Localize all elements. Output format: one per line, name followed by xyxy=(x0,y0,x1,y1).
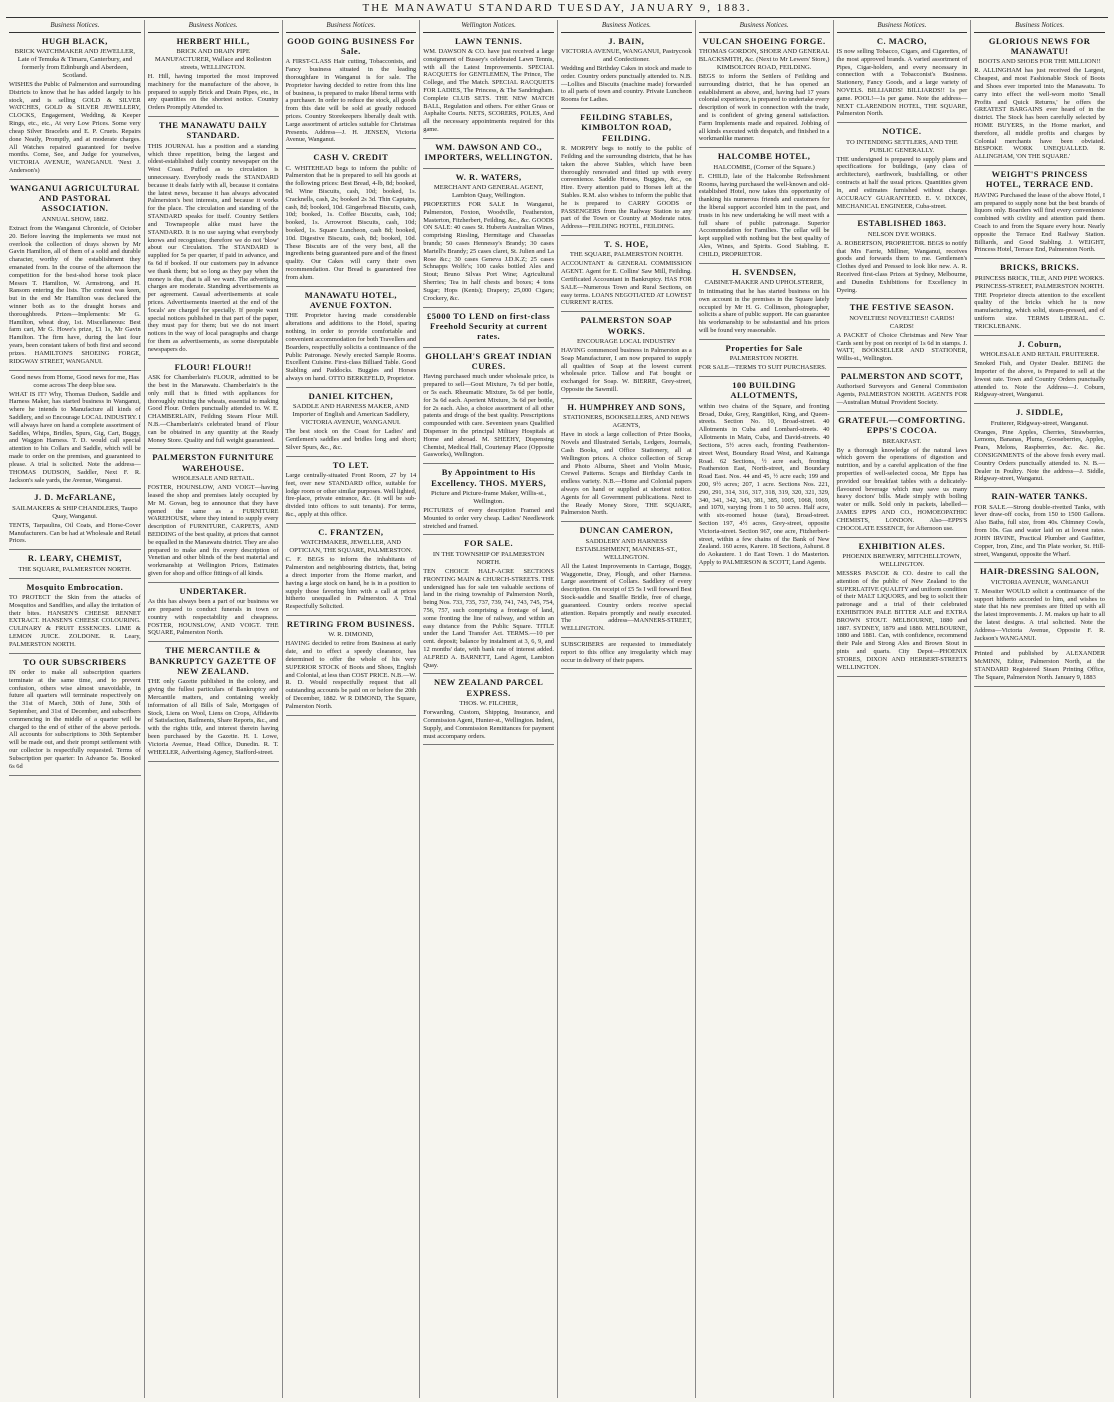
column-header: Business Notices. xyxy=(286,20,417,33)
advertisement xyxy=(423,677,554,745)
ad-heading: PALMERSTON FURNITURE WAREHOUSE. xyxy=(152,452,275,473)
advertisement xyxy=(148,452,279,583)
ad-subheading: SAILMAKERS & SHIP CHANDLERS, Taupo Quay, Wanganui. xyxy=(12,504,138,520)
advertisement xyxy=(837,415,968,538)
ad-body: TEN CHOICE HALF-ACRE SECTIONS FRONTING MAIN & CHURCH-STREETS. THE undersigned has for sale ten valuable sections of land in the rising township of Palmerston North, being Nos. 733, 735, 737, 739, 741, 743, 745, 754, 756, 757, such comprising a frontage of land, some fronting the line of railway, and within an easy distance from the Public Square. TITLE under the Land Transfer Act. TERMS.—10 per cent. deposit; balance by instalment at 3, 6, 9, and 12 months' date, with bank rate of interest added. ALFRED A. BARNETT, Land Agent, Lambton Quay. xyxy=(423,567,554,669)
ad-body: BEGS to inform the Settlers of Feilding and surrounding district, that he has opened an establishment as above, and, having had 17 years colonial experience, is prepared to undertake every description of work in connection with the trade, and is confident of giving general satisfaction. Farm Implements made and repaired. Jobbing of all kinds executed with despatch, and finished in a workmanlike manner. xyxy=(698,72,830,143)
ad-heading: FEILDING STABLES, KIMBOLTON ROAD, FEILDING. xyxy=(580,112,673,143)
ad-heading: VULCAN SHOEING FORGE. xyxy=(702,35,826,46)
ad-heading: DANIEL KITCHEN, xyxy=(308,390,394,401)
advertisement xyxy=(561,525,692,638)
ad-body: All the Latest Improvements in Carriage, Buggy, Waggonette, Dray, Plough, and other Harness. Large assortment of Collars. Saddlery of every description. On receipt of £5 5s I will forward Best Stock-saddle and Snaffle Bridle, free of charge, guaranteed. Country orders receive special attention. Repairs promptly and neatly executed. The address—MANNERS-STREET, WELLINGTON. xyxy=(561,562,692,633)
advertisement xyxy=(9,657,141,776)
advertisement xyxy=(423,467,554,535)
ad-heading: GOOD GOING BUSINESS For Sale. xyxy=(287,35,415,56)
ad-body: THE Proprietor having made considerable alterations and additions to the Hotel, sparing nothing, in order to provide comfortable and convenient accommodation for both Travellers and Boarders, respectfully solicits a continuance of the Public Patronage. Newly erected Sample Rooms. Excellent Cuisine. First-class Billiard Table. Good Stabling and Paddocks. Buggies and Horses always on hand. OTTO BERKEFELD, Proprietor. xyxy=(285,312,417,382)
column-7 xyxy=(833,20,971,1398)
ad-subheading: NOVELTIES! NOVELTIES!! CARDS! CARDS! xyxy=(849,314,955,330)
ad-subheading: THE SQUARE, PALMERSTON NORTH. xyxy=(18,565,132,573)
advertisement xyxy=(974,407,1105,488)
advertisement xyxy=(286,460,417,524)
ad-heading: MANAWATU HOTEL, AVENUE FOXTON. xyxy=(304,289,398,311)
advertisement xyxy=(286,391,417,457)
ad-subheading: Fruiterer, Ridgway-street, Wanganui. xyxy=(990,419,1089,427)
advertisement xyxy=(561,641,692,669)
ad-body: E. CHILD, late of the Halcombe Refreshment Rooms, having purchased the well-known and old-established Hotel, now takes this opportunity of thanking his numerous friends and customers for the liberal support accorded him in the past, and trusts in his new undertaking he will meet with a full share of public patronage. Superior Accommodation for Families. The cellar will be kept supplied with nothing but the best quality of Ales, Wines, and Spirits. Good Stabling. E. CHILD, PROPRIETOR. xyxy=(698,172,830,258)
ad-subheading: VICTORIA AVENUE, WANGANUI xyxy=(990,578,1089,586)
ad-heading: WANGANUI AGRICULTURAL AND PASTORAL ASSOCIATION. xyxy=(10,182,140,214)
ad-body: Smoked Fish, and Oyster Dealer. BEING the Importer of the above, is Prepared to sell at the lowest rate. Town and Country Orders punctually attended to. Note the Address—J. Coburn, Ridgway-street, Wanganui. xyxy=(974,360,1105,399)
ad-body: IN order to make all subscription quarters terminate at the same time, and to prevent confusion, others wise almost unavoidable, in future all quarters will terminate respectively on the 31st of March, 30th of June, 30th of September, and 31st of December, and subscribers commencing in the middle of a quarter will be charged to the end of either of the above periods. All accounts for subscriptions to 30th September will be made out, and their prompt settlement with our collector is respectfully requested. Terms of Subscription per quarter: In Advance 5s. Booked 6s 6d xyxy=(9,668,141,770)
ad-body: Having purchased much under wholesale price, is prepared to sell—Gout Mixture, 7s 6d per bottle, or 5s each. Rheumatic Mixture, 5s 6d per bottle, for 3s 6d each. Aperient Mixture, 3s 6d per bottle, for 2s each. Also, a choice assortment of all other patents and drugs of the best quality. Prescriptions compounded with care. Seventeen years Qualified Dispenser in the principal Military Hospitals at Home and abroad. M. SHEEHY, Dispensing Chemist, Medical Hall, Courtenay Place (Opposite Gasworks), Wellington. xyxy=(423,373,554,459)
advertisement xyxy=(423,351,554,465)
ad-subheading: THOMAS GORDON, SHOER AND GENERAL BLACKSMITH, &c. (Next to Mr Lewers' Store,) KIMBOLTON ROAD, FEILDING. xyxy=(698,47,830,71)
advertisement xyxy=(974,36,1105,167)
ad-body: IS now selling Tobacco, Cigars, and Cigarettes, of the most approved brands. A varied assortment of Pipes, Cigar-holders, and every necessary in connection with a Tobacconist's Business. Stationery, Fancy Goods, and a large variety of NOVELS. BILLIARDS! BILLIARDS!! 1s per game. POOL!—1s per game. Note the address—NEXT CLARENDON HOTEL, THE SQUARE, Palmerston North. xyxy=(836,47,968,118)
advertisement xyxy=(9,492,141,550)
ad-heading: TO LET. xyxy=(332,459,369,470)
ad-body: Authorised Surveyors and General Commission Agents, PALMERSTON NORTH. AGENTS FOR—Australian Mutual Provident Society. xyxy=(836,383,968,407)
ad-subheading: BREAKFAST. xyxy=(882,437,922,445)
advertisement xyxy=(974,339,1105,404)
ad-subheading: CABINET-MAKER AND UPHOLSTERER, xyxy=(704,278,824,286)
advertisement xyxy=(9,374,141,490)
ad-body: WM. DAWSON & CO. have just received a large consignment of Bussey's celebrated Lawn Tennis, with all the Latest Improvements. SPECIAL RACQUETS for GENTLEMEN, The Prince, The College, and The Match. SPECIAL RACQUETS FOR LADIES, The Princess, & The Sandringham. Complete CLUB SETS. THE NEW MATCH BALL, Regulation and others. For either Grass or Asphalte Courts. NETS, SCORERS, POLES, And all the necessary appointments required for this game. xyxy=(423,47,554,134)
advertisement xyxy=(9,183,141,371)
ad-body: Printed and published by ALEXANDER McMINN, Editor, Palmerston North, at the STANDARD Registered Steam Printing Office, The Square, Palmerston North. January 9, 1883 xyxy=(974,650,1105,681)
ad-heading: NEW ZEALAND PARCEL EXPRESS. xyxy=(433,677,544,698)
advertisement xyxy=(699,380,830,572)
ad-heading: NOTICE. xyxy=(882,126,922,137)
ad-heading: H. HUMPHREY AND SONS, xyxy=(567,401,686,412)
ad-subheading: ANNUAL SHOW, 1882. xyxy=(41,215,108,223)
advertisement xyxy=(699,36,830,149)
ad-subheading: WHOLESALE AND RETAIL FRUITERER. xyxy=(979,351,1100,359)
ad-heading: GLORIOUS NEWS FOR MANAWATU! xyxy=(988,35,1091,56)
ad-body: Have in stock a large collection of Prize Books, Novels and Illustrated Serials, Ledgers, Journals, Cash Books, and Office Stationery, all at Wellington prices. A choice collection of Scrap and Photo Albums, Sheet and Violin Music, Crewel Patterns. Scraps and Birthday Cards in endless variety. N.B.—Home and Colonial papers always on hand or supplied at shortest notice. Agents for all Government publications. Next to the Ready Money Store, THE SQUARE, Palmerston North. xyxy=(561,431,692,517)
column-2 xyxy=(144,20,282,1398)
advertisement xyxy=(974,169,1105,259)
advertisement xyxy=(423,36,554,139)
ad-body: TO PROTECT the Skin from the attacks of Mosquitos and Sandflies, and allay the irritation of their bites. HANSEN'S CHEESE RENNET EXTRACT. HANSEN'S CHEESE COLOURING. CULINARY & FRUIT ESSENCES. LIME & LEMON JUICE. ZOLDONE. R. Leary, PALMERSTON NORTH. xyxy=(9,593,141,648)
ad-heading: HERBERT HILL, xyxy=(176,35,250,46)
ad-heading: RAIN-WATER TANKS. xyxy=(991,491,1088,502)
ad-heading: FLOUR! FLOUR!! xyxy=(174,361,252,372)
ad-heading: T. S. HOE, xyxy=(604,239,649,250)
advertisement xyxy=(286,619,417,716)
ad-heading: DUNCAN CAMERON, xyxy=(579,525,674,536)
ad-body: ACCOUNTANT & GENERAL COMMISSION AGENT. Agent for E. Collins' Saw Mill, Feilding. Certificated Accountant in Bankruptcy. HAS FOR SALE—Numerous Town and Rural Sections, on easy terms. LOANS NEGOTIATED AT LOWEST CURRENT RATES. xyxy=(561,260,692,307)
column-6 xyxy=(695,20,833,1398)
advertisement xyxy=(561,402,692,522)
ad-heading: FOR SALE. xyxy=(464,538,514,549)
advertisement xyxy=(974,491,1105,563)
column-header: Wellington Notices. xyxy=(423,20,554,33)
ad-heading: RETIRING FROM BUSINESS. xyxy=(286,619,415,629)
advertisement xyxy=(9,553,141,578)
column-3 xyxy=(282,20,420,1398)
column-1 xyxy=(6,20,144,1398)
ad-heading: C. MACRO, xyxy=(876,35,927,46)
ad-body: The best stock on the Coast for Ladies' and Gentlemen's saddles and bridles long and short; Silver Spurs, &c., &c. xyxy=(285,428,417,451)
ad-heading: GHOLLAH'S GREAT INDIAN CURES. xyxy=(425,350,553,371)
advertisement xyxy=(423,538,554,674)
column-header: Business Notices. xyxy=(148,20,279,33)
column-header: Business Notices. xyxy=(974,20,1105,33)
ad-body: TENTS, Tarpaulins, Oil Coats, and Horse-Cover Manufacturers. Can be had at Wholesale and Retail Prices. xyxy=(9,521,141,545)
ad-heading: THE MERCANTILE & BANKRUPTCY GAZETTE OF NEW ZEALAND. xyxy=(149,645,277,677)
ad-body: THE only Gazette published in the colony, and giving the fullest particulars of Bankruptcy and Mercantile matters, and containing weekly information of all Bills of Sale, Mortgages of Stock, Liens on Wool, Liens on Crops, Affidavits of Satisfaction, Bailments, Share Reports, &c., and with the rights title, and interest therein having been purchased by the Gazette. H. I. Lowe, Victoria Avenue, Head Office, Dunedin. R. T. WHEELER, Advertising Agency, Stafford-street. xyxy=(147,678,279,756)
ad-heading: W. R. WATERS, xyxy=(455,171,522,182)
columns xyxy=(6,20,1108,1398)
ad-body: HAVING Purchased the lease of the above Hotel, I am prepared to supply none but the best brands of liquors only. Boarders will find every convenience combined with civility and attention paid them. Coach to and from the Square every hour. Nearly opposite the Terrace End Railway Station. Billiards, and Good Stabling. J. WEIGHT, Princess Hotel, Terrace End, Palmerston North. xyxy=(974,191,1105,254)
advertisement xyxy=(561,239,692,312)
advertisement xyxy=(974,566,1105,647)
advertisement xyxy=(148,36,279,118)
column-header: Business Notices. xyxy=(699,20,830,33)
ad-subheading: ENCOURAGE LOCAL INDUSTRY xyxy=(577,338,676,346)
ad-body: Extract from the Wanganui Chronicle, of October 20. Before leaving the implements we must not overlook the collection of drays shown by Mr Gavin Hamilton, all of them of a solid and durable character, worthy of the establishment they emanated from. In the course of the afternoon the competition for the best-shod horse took place Messrs T. Hamilton, W. Armstrong, and H. Ransom entering the lists. The contest was keen, but in the end Mr Hamilton was declared the winner both as to the draught horses and thoroughbreds. Prizes—Implements: Mr G. Hamilton, wheat dray, 1st. Miscellaneous: Best farm cart, Mr G. Howe's prize, £1 1s, Mr Gavin Hamilton. The firm have, during the last four years, been constant takers of both first and second prizes. HAMILTON'S SHOEING FORGE, RIDGWAY STREET, WANGANUI. xyxy=(9,224,141,365)
ad-body: FOSTER, HOUNSLOW, AND VOIGT—having leased the shop and premises lately occupied by Mr M. Govan, beg to announce that they have opened the same as a FURNITURE WAREHOUSE, where they intend to supply every description of FURNITURE, CARPETS, AND BEDDING of the best quality, at prices that cannot be equalled in the Manawatu district. They are also prepared to make and fix every description of Venetian and other blinds of the best material and workmanship at Wellington Prices, Estimates given for shop and office fittings of all kinds. xyxy=(147,484,279,578)
ad-body: H. Hill, having imported the most improved machinery for the manufacture of the above, is prepared to supply Brick and Drain Pipes, etc., in any quantities on the shortest notice. Country Orders Promptly Attended to. xyxy=(147,72,279,112)
ad-subheading: PRINCESS BRICK, TILE, AND PIPE WORKS. PRINCESS-STREET, PALMERSTON NORTH. xyxy=(974,274,1105,290)
ad-body: PROPERTIES FOR SALE In Wanganui, Palmerston, Foxton, Woodville, Featherston, Masterton, Fitzherbert, Feilding, &c., &c. GOODS ON SALE: 40 cases St. Huberts Australian Wines, comprising Riesling, Hermitage and Chasselas brands; 50 cases Hennessy's Brandy; 30 cases Martell's Brandy; 25 cases claret, St. Julien and La Rose &c.; 30 cases Geneva J.D.K.Z; 25 cases Schnapps Wolfe's; 100 casks bottled Ales and Stout; Bruno Silvas Port Wine; Agricultural Sherries; Tea in half chests and boxes; 4 tons Sugar; Hops (Kents); Drapery; 25,000 Cigars; Crockery, &c. xyxy=(423,200,554,302)
ad-subheading: Good news from Home, Good news for me, Has come across The deep blue sea. xyxy=(10,373,139,389)
ad-body: HAVING decided to retire from Business at early date, and to effect a speedy clearance, has determined to offer the whole of his very SUPERIOR STOCK of Boots and Shoes, English and Colonial, at less than COST PRICE. N.B.—W. R. D. Would respectfully request that all outstanding accounts be paid on or before the 20th of December, 1882. W R DIMOND, The Square, Palmerston North. xyxy=(285,640,417,710)
ad-heading: By Appointment to His Excellency. THOS. MYERS, xyxy=(431,467,547,488)
ad-body: WISHES the Public of Palmerston and surrounding Districts to know that he has added largely to his stock, and is selling GOLD & SILVER WATCHES, GOLD & SILVER JEWELLERY, CLOCKS, Engagement, Wedding, & Keeper Rings, etc., etc., At very Low Prices. Some very cheap Silver Bracelets and E. P. Cruets. Repairs done Neatly, Promptly, and at moderate charges. All Watches repaired guaranteed for twelve months. Come, See, and Judge for yourselves, VICTORIA AVENUE, WANGANUI. 'Next J. Anderson's) xyxy=(9,81,141,174)
column-header: Business Notices. xyxy=(837,20,968,33)
advertisement xyxy=(837,302,968,368)
ad-body: A PACKET of Choice Christmas and New Year Cards sent by post on receipt of 1s 6d in stamps. J. WATT, BOOKSELLER AND STATIONER, Willis-st., Wellington. xyxy=(836,331,968,363)
ad-heading: THE FESTIVE SEASON. xyxy=(849,302,954,313)
advertisement xyxy=(9,36,141,180)
ad-heading: H. SVENDSEN, xyxy=(731,266,797,277)
ad-heading: GRATEFUL—COMFORTING. EPPS'S COCOA. xyxy=(838,414,966,436)
advertisement xyxy=(148,645,279,761)
ad-body: C. F. BEGS to inform the inhabitants of Palmerston and neighbouring districts, that, being a direct importer from the Home market, and having a large stock on hand, he is in a position to supply those favoring him with a call at prices hitherto unequalled in Palmerston. A Trial Respectfully Solicited. xyxy=(285,556,417,611)
advertisement xyxy=(974,262,1105,335)
ad-body: By a thorough knowledge of the natural laws which govern the operations of digestion and nutrition, and by a careful application of the fine properties of well-selected cocoa, Mr Epps has provided our breakfast tables with a delicately-flavoured beverage which may save us many heavy doctors' bills. Made simply with boiling water or milk. Sold only in packets, labelled—JAMES EPPS AND CO., HOMOEOPATHIC CHEMISTS, LONDON. Also—EPPS'S CHOCOLATE ESSENCE, for Afternoon use. xyxy=(836,446,968,532)
ad-body: A FIRST-CLASS Hair cutting, Tobacconists, and Fancy business situated in the leading thoroughfare in Wanganui is for sale. The Proprietor having decided to retire from this line of business, is prepared to make liberal terms with a purchaser. In order to reduce the stock, all goods from this date will be sold at greatly reduced prices. Country Storekeepers liberally dealt with. Large assortment of articles suitable for Christmas Presents. Address—J. H. JENSEN, Victoria Avenue, Wanganui. xyxy=(285,58,417,144)
advertisement xyxy=(286,527,417,616)
advertisement xyxy=(286,152,417,287)
ad-subheading: TO INTENDING SETTLERS, AND THE PUBLIC GENERALLY. xyxy=(846,138,958,154)
ad-heading: LAWN TENNIS. xyxy=(454,35,523,46)
ad-body: Wedding and Birthday Cakes in stock and made to order. Country orders punctually attended to. N.B.—Lollies and Biscuits (machine made) forwarded to all parts of town and country. Private Luncheon Rooms for Ladies. xyxy=(561,64,692,104)
ad-body: As this has always been a part of our business we are prepared to conduct funerals in town or country with respectability and cheapness. FOSTER, HOUNSLOW, AND VOIGT. THE SQUARE, Palmerston North. xyxy=(147,598,279,637)
ad-heading: PALMERSTON AND SCOTT, xyxy=(840,371,963,382)
ad-heading: UNDERTAKER. xyxy=(179,585,247,596)
column-header: Business Notices. xyxy=(9,20,141,33)
ad-subheading: MERCHANT AND GENERAL AGENT, Lambton Quay, Wellington. xyxy=(433,183,544,199)
ad-heading: CASH V. CREDIT xyxy=(313,152,389,163)
ad-body: A. ROBERTSON, PROPRIETOR. BEGS to notify that Mrs Farrie, Milliner, Wanganui, receives goods and forwards them to me. Gentlemen's Clothes dyed and Pressed to look like new. A. R. Received first-class Prizes at Sydney, Melbourne, and Dunedin Exhibitions for Excellency in Dyeing. xyxy=(836,239,968,294)
ad-heading: J. SIDDLE, xyxy=(1015,407,1064,418)
advertisement xyxy=(148,120,279,359)
ad-subheading: WHOLESALE AND RETAIL. xyxy=(172,475,255,483)
ad-body: R. ALLINGHAM has just received the Largest, Cheapest, and most Fashionable Stock of Boots and Shoes ever imported into the Manawatu. To carry into effect the well-worn motto 'Small Profits and Quick Returns,' he offers the GREATEST BARGAINS ever heard of in the district. The Stock has been carefully selected by HOME BUYERS, in the Home market, and therefore, all middle profits and charges by Colonial merchants have been obviated. BESPOKE WORK UNEQUALLED. R. ALLINGHAM, 'ON THE SQUARE.' xyxy=(974,67,1105,161)
ad-body: THE Proprietor directs attention to the excellent quality of the bricks which he is now manufacturing, which solid, steam-pressed, and of uniform size. TERMS LIBERAL. C. TRICKLEBANK. xyxy=(974,291,1105,330)
advertisement xyxy=(286,290,417,388)
ad-heading: THE MANAWATU DAILY STANDARD. xyxy=(159,120,268,141)
ad-heading: J. D. McFARLANE, xyxy=(34,492,116,503)
advertisement xyxy=(837,126,968,215)
advertisement xyxy=(561,36,692,109)
ad-body: SUBSCRIBERS are requested to immediately report to this office any irregularity which may occur in delivery of their papers. xyxy=(561,641,692,664)
ad-body: Oranges, Pine Apples, Cherries, Strawberries, Lemons, Bananas, Plums, Gooseberries, Apples, Pears, Melons, Raspberries, &c. &c. &c. CONSIGNMENTS of the above fresh every mail. Country Orders punctually attended to. N. B.—Dealer in Poultry. Note the address—J. Siddle, Ridgway-street, Wanganui. xyxy=(974,428,1105,483)
ad-body: MESSRS PASCOE & CO. desire to call the attention of the public of New Zealand to the SUPERLATIVE QUALITY and uniform condition of their MALT LIQUORS, and beg to solicit their patronage and a trial of their celebrated EXHIBITION PALE BITTER ALE and EXTRA BROWN STOUT. MELBOURNE, 1880 and 1887. SYDNEY, 1879 and 1880. MELBOURNE, 1880 and 1881. Can, with confidence, recommend their Pale and Strong Ales and Brown Stout in pints and quarts. City Depot—PHOENIX STORES, DIXON AND HERBERT-STREETS WELLINGTON. xyxy=(836,569,968,671)
advertisement xyxy=(423,172,554,308)
column-header: Business Notices. xyxy=(561,20,692,33)
ad-heading: WM. DAWSON AND CO., IMPORTERS, WELLINGTON. xyxy=(424,141,553,163)
advertisement xyxy=(837,541,968,677)
advertisement xyxy=(286,36,417,150)
ad-heading: WEIGHT'S PRINCESS HOTEL, TERRACE END. xyxy=(985,169,1094,190)
ad-body: FOR SALE—TERMS TO SUIT PURCHASERS. xyxy=(698,364,827,372)
column-8 xyxy=(970,20,1108,1398)
ad-subheading: BOOTS AND SHOES FOR THE MILLION!! xyxy=(978,58,1101,66)
ad-heading: Properties for Sale xyxy=(725,342,803,353)
ad-body: T. Messiter WOULD solicit a continuance of the support hitherto accorded to him, and wishes to state that his new premises are fitted up with all the latest improvements. J. M. makes up hair to all the latest designs. A trial solicited. Note the Address—Victoria Avenue, Opposite F. R. Jackson's WANGANUI. xyxy=(974,587,1105,642)
ad-subheading: SADDLERY AND HARNESS ESTABLISHMENT, MANNERS-ST., WELLINGTON. xyxy=(575,537,678,561)
ad-subheading: W. R. DIMOND, xyxy=(328,631,374,639)
ad-subheading: STATIONERS, BOOKSELLERS, AND NEWS AGENTS, xyxy=(563,414,690,430)
ad-subheading: SADDLE AND HARNESS MAKER, AND Importer of English and American Saddlery, VICTORIA AVENUE, WANGANUI. xyxy=(292,403,410,427)
advertisement xyxy=(837,36,968,124)
ad-heading: 100 BUILDING ALLOTMENTS, xyxy=(730,380,798,401)
advertisement xyxy=(561,315,692,399)
ad-heading: TO OUR SUBSCRIBERS xyxy=(23,656,127,667)
advertisement xyxy=(423,142,554,169)
advertisement xyxy=(699,151,830,263)
ad-heading: ESTABLISHED 1863. xyxy=(857,218,947,229)
ad-heading: PALMERSTON SOAP WORKS. xyxy=(580,315,673,336)
masthead-rule xyxy=(6,17,1108,18)
ad-subheading: PHOENIX BREWERY, MITCHELLTOWN, WELLINGTON. xyxy=(842,552,962,568)
ad-heading: J. Coburn, xyxy=(1017,338,1062,349)
ad-subheading: NELSON DYE WORKS. xyxy=(867,230,936,238)
ad-body: PICTURES of every description Framed and Mounted to order very cheap. Ladies' Needlework stretched and framed. xyxy=(423,507,554,530)
advertisement xyxy=(148,586,279,642)
ad-subheading: VICTORIA AVENUE, WANGANUI, Pastrycook and Confectioner. xyxy=(561,47,692,63)
ad-body: Large centrally-situated Front Room, 27 by 14 feet, over new STANDARD office, suitable for lodge room or other similar purposes. Well lighted, fire-place, private entrance, &c. (it will be sub-divided into offices to suit tenants). For terms, &c., apply at this office. xyxy=(285,472,417,519)
ad-body: C. WHITEHEAD begs to inform the public of Palmerston that he is prepared to sell his goods at the following prices: Best Bread, 4-lb, 8d; booked, 9d. Wine Biscuits, cash, 10d; booked, 1s. Cracknells, cash, 2s; booked 2s 3d. Thin Captains, cash, 8d; booked, 10d. Gingerbread Biscuits, cash, 10d; booked, 1s. Coffee Biscuits, cash, 10d; booked, 1s. Arrowroot Biscuits, cash, 10d; booked, 1s. Square Luncheon, cash 8d; booked, 10d. Digestive Biscuits, cash, 8d; booked, 10d. These Biscuits are of the very best, all the ingredients being guaranteed pure and of the finest quality. Our Cakes will carry their own recommendation. Our Bread is guaranteed free from alum. xyxy=(285,164,417,281)
ad-body: ASK for Chamberlain's FLOUR, admitted to be the best in the Manawatu. Chamberlain's is the only mill that is fitted with appliances for thoroughly mixing the wheats, essential to making Good Flour. Orders punctually attended to. W. E. CHAMBERLAIN, Feilding Steam Flour Mill. N.B.—Chamberlain's celebrated brand of Flour can be obtained in any quantity at the Ready Money Store. Quality and full weight guaranteed. xyxy=(147,374,279,444)
ad-heading: BRICKS, BRICKS. xyxy=(1000,262,1080,273)
advertisement xyxy=(148,362,279,450)
ad-subheading: THOS. W. FILCHER, xyxy=(459,700,518,708)
advertisement xyxy=(699,267,830,340)
ad-body: Forwarding, Custom, Shipping, Insurance, and Commission Agent, Hunter-st., Wellington. Indent, Supply, and Commission Remittances for payment must accompany orders. xyxy=(423,709,554,740)
column-4 xyxy=(419,20,557,1398)
ad-body: HAVING commenced business in Palmerston as a Soap Manufacturer, I am now prepared to supply all qualities of Soap at the lowest current wholesale price. Tallow and Fat bought or exchanged for Soap. W. BIERRE, Grey-street, Opposite the Sawmill. xyxy=(561,347,692,394)
ad-body: within two chains of the Square, and fronting Broad, Duke, Grey, Rangitikei, King, and Queen-streets. Section No. 10, Broad-street. 40 Allotments in Cuba and Lombard-streets. 40 Allotments in Main, Cuba, and David-streets. 40 Sections, 5½ acres each, fronting Featherston-street West, Boundary Road West, and Kairanga Road. 62 Sections, ½ acre each, fronting Featherston East, North-street, and Boundary Road East. Nos. 44 and 45, ½ acre each; 199 and 200, 9½ acres; 207, 1 acre. Sections Nos. 221, 290, 291, 314, 316, 317, 318, 319, 320, 321, 329, 340, 341, 342, 343, 381, 385, 1005, 1068, 1069, and 1070, varying from 1 to 50 acres. Half acre, with six-roomed house (tara), Broad-street. Section 197, 4½ acres, Grey-street, opposite Victoria-street. Section 967, one acre, Fitzherbert-street, within a few chains of the Bank of New Zealand. 160 acres, Karere. 18 Sections, Ashurst. 8 do Aokautere. 1 do East Town. 1 do Masterton. Apply to PALMERSON & SCOTT, Land Agents. xyxy=(698,402,830,567)
ad-subheading: PALMERSTON NORTH. xyxy=(729,355,799,363)
advertisement xyxy=(561,112,692,236)
ad-body: THIS JOURNAL has a position and a standing which three repetition, being the largest and oldest-established daily country newspaper on the West Coast. Puffed as to circulation is unnecessary. Everybody reads the STANDARD because it deals fairly with all, because it contains the latest news, because it has always advocated Palmerston's best interests, and because it works for the place. The circulation and standing of the STANDARD speaks for itself. Country Settlers and Townspeople alike must have the STANDARD. It is no use saying what everybody knows and recognises; therefore we do not 'blow' about our Circulation. The STANDARD is supplied for 5s per quarter, if paid in advance, and 6s 6d if booked. If our customers pay in advance we thank them; but so long as they pay when the money is due, that is all we want. The advertising charges are moderate. Standing advertisements as per agreement. Casual advertisements at scale prices. Advertisements inserted at the end of the 'locals' are charged for specially. If people want special notices published in that part of the paper, they must pay for them; but we do not insert notices in the way of local paragraphs and charge for them as advertisements, as some disreputable newspapers do. xyxy=(147,142,279,353)
ad-heading: C. FRANTZEN, xyxy=(318,526,384,537)
advertisement xyxy=(699,343,830,377)
ad-body: FOR SALE.—Strong double-rivetted Tanks, with lever draw-off cocks, from 150 to 1500 Gallons. Also Baths, full size, from 40s. Chimney Cowls, from 10s. Gas and water laid on at lowest rates. JOHN IRVINE, Practical Plumber and Gasfitter, Copper, Iron, Zinc, and Tin Plate worker, St. Hill-street, Wanganui, opposite the Wharf. xyxy=(974,503,1105,558)
ad-subheading: BRICK WATCHMAKER AND JEWELLER, Late of Temuka & Timaru, Canterbury, and formerly from Edinburgh and Aberdeen, Scotland. xyxy=(14,47,136,79)
ad-body: R. MORPHY begs to notify to the public of Feilding and the surrounding districts, that he has taken the above Stables, which have been thoroughly renovated and fitted up with every convenience. Saddle Horses, Buggies, &c., on Hire. Every attention paid to Horses left at the Stables. R.M. also wishes to inform the public that he is prepared to CARRY GOODS or PASSENGERS from the Railway Station to any part of the Town or Country at Moderate rates. Address—FEILDING HOTEL, FEILDING. xyxy=(561,145,692,231)
ad-heading: R. LEARY, CHEMIST, xyxy=(27,553,122,564)
ad-subheading: BRICK AND DRAIN PIPE MANUFACTURER, Wallace and Rolleston streets, WELLINGTON. xyxy=(154,47,272,71)
ad-body: In intimating that he has started business on his own account in the premises in the Square lately occupied by Mr H. G. Collinson, photographer, solicits a share of public support. He can guarantee his workmanship to be substantial and his prices will be found very reasonable. xyxy=(698,288,830,335)
advertisement xyxy=(837,371,968,412)
advertisement xyxy=(974,650,1105,686)
ad-body: THE undersigned is prepared to supply plans and specifications for buildings, (any class of architecture), earthwork, bushfalling, or other contracts at half the usual prices. Quantities given in, and estimates furnished without charge. ACCURACY GUARANTEED. E. V. DIXON, MECHANICAL ENGINEER, Cuba-street. xyxy=(836,155,968,210)
ad-heading: £5000 TO LEND on first-class Freehold Security at current rates. xyxy=(426,310,551,342)
ad-subheading: HALCOMBE, (Corner of the Square.) xyxy=(713,163,815,171)
masthead: THE MANAWATU STANDARD TUESDAY, JANUARY 9, 1883. xyxy=(362,2,752,14)
ad-heading: HUGH BLACK, xyxy=(41,35,108,46)
ad-subheading: Picture and Picture-frame Maker, Willis-st., Wellington. xyxy=(430,489,547,506)
ad-body: WHAT IS IT? Why, Thomas Dudson, Saddle and Harness Maker, has started business in Wanganui, where he intends to Manufacture all kinds of Saddlery, and so Encourage LOCAL INDUSTRY. I will always have on hand a complete assortment of Saddles, Whips, Bridles, Spurs, Gig, Cart, Buggy, and Waggon Harness. T. D. would call special attention to his Collars and Saddle, which will be made to order on the premises, and guaranteed to please. A trial is solicited. Note the address—THOMAS DUDSON, Saddler, Next F. R. Jackson's sale yards, the Avenue, Wanganui. xyxy=(9,390,141,484)
ad-heading: EXHIBITION ALES. xyxy=(858,540,946,551)
advertisement xyxy=(837,218,968,299)
advertisement xyxy=(423,311,554,348)
ad-heading: J. BAIN, xyxy=(608,35,645,46)
ad-subheading: WATCHMAKER, JEWELLER, AND OPTICIAN, THE SQUARE, PALMERSTON. xyxy=(289,539,413,555)
ad-subheading: THE SQUARE, PALMERSTON NORTH. xyxy=(569,251,683,259)
ad-heading: HALCOMBE HOTEL, xyxy=(717,151,811,162)
ad-subheading: IN THE TOWNSHIP OF PALMERSTON NORTH. xyxy=(432,550,545,566)
ad-heading: Mosquito Embrocation. xyxy=(26,581,124,592)
ad-heading: HAIR-DRESSING SALOON, xyxy=(980,566,1100,577)
column-5 xyxy=(557,20,695,1398)
advertisement xyxy=(9,582,141,654)
